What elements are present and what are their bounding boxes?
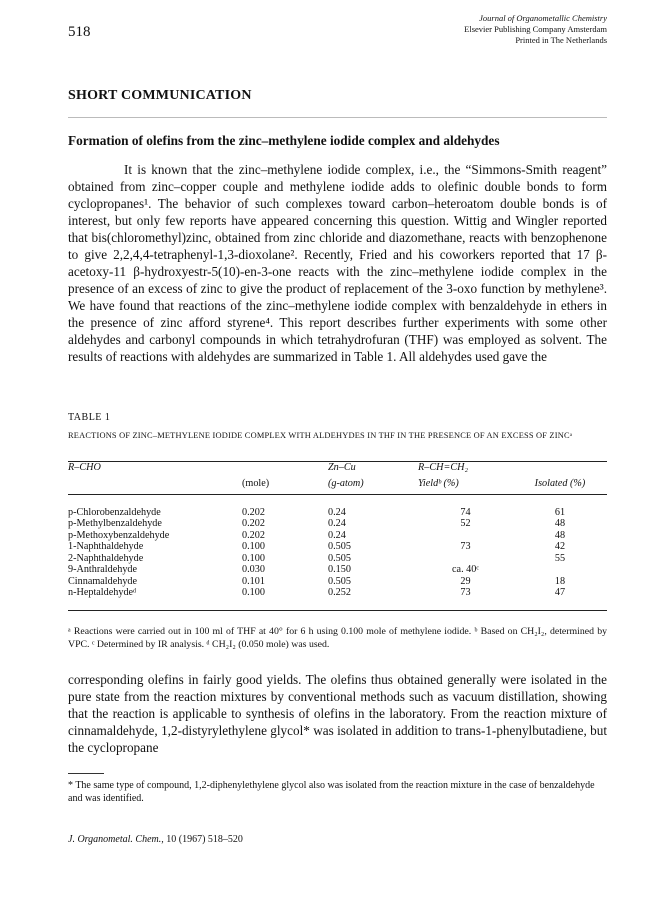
table-row (68, 587, 607, 599)
table-cell: Cinnamaldehyde (68, 575, 138, 587)
table-header-cell (513, 462, 607, 479)
table-cell: 0.505 (328, 575, 351, 587)
table-cell: 42 (554, 541, 566, 552)
table-cell: 48 (554, 518, 566, 529)
citation-journal: J. Organometal. Chem., (68, 834, 164, 845)
table-cell: n-Heptaldehydeᵈ (68, 587, 137, 598)
header-divider (68, 117, 607, 118)
table-cell: 0.030 (242, 564, 265, 575)
table-header-row-1 (68, 462, 607, 479)
table-cell: 0.202 (242, 518, 265, 529)
table-header-cell: Zn–Cu (328, 462, 418, 479)
results-table (68, 461, 607, 611)
table-cell: 1-Naphthaldehyde (68, 541, 144, 552)
table-label: TABLE 1 (68, 412, 111, 423)
journal-name: Journal of Organometallic Chemistry (479, 13, 607, 23)
table-row (68, 530, 607, 542)
table-header-cell: R–CH=CH₂ (418, 462, 513, 479)
table-cell: 2-Naphthaldehyde (68, 552, 144, 564)
table-cell: 0.101 (242, 575, 265, 587)
table-header-cell: (mole) (242, 478, 270, 489)
table-header-cell (68, 478, 242, 495)
table-cell: 29 (460, 575, 471, 587)
table-bottom-rule (68, 599, 607, 611)
table-cell (418, 530, 513, 542)
table-cell: ca. 40ᶜ (452, 564, 479, 575)
table-cell: 73 (460, 541, 471, 552)
table-cell: 61 (554, 506, 566, 518)
page-number: 518 (68, 24, 91, 40)
table-cell: 0.252 (328, 587, 351, 598)
body-paragraph-2: corresponding olefins in fairly good yields. The olefins thus obtained generally were isolated in the pure state from the reaction mixtures by conventional methods such as vacuum distillation, showing that the reaction is applicable to synthesis of olefins in the laboratory. From the reaction mixture of cinnamaldehyde, 1,2-distyrylethylene glycol* was isolated in addition to trans-1-phenylbutadiene, but the cyclopropane (68, 672, 607, 755)
article-title: Formation of olefins from the zinc–methylene iodide complex and aldehydes (68, 133, 500, 148)
table-cell (513, 564, 607, 576)
table-cell: 0.100 (242, 541, 265, 552)
publisher-block (464, 13, 607, 46)
table-cell: 47 (554, 587, 566, 598)
footnote-divider (68, 773, 104, 774)
table-cell: 0.150 (328, 564, 351, 575)
printed-location: Printed in The Netherlands (515, 35, 607, 45)
table-row (68, 541, 607, 553)
citation-volume-pages: 10 (1967) 518–520 (166, 834, 243, 845)
table-header-cell (242, 462, 328, 479)
table-cell: 73 (460, 587, 471, 598)
table-footnotes: ᵃ Reactions were carried out in 100 ml of THF at 40° for 6 h using 0.100 mole of methylene iodide. ᵇ Based on CH₂I₂, determined by VPC. ᶜ Determined by IR analysis. ᵈ CH₂I₂ (0.050 mole) was used. (68, 626, 607, 650)
publisher-name: Elsevier Publishing Company Amsterdam (464, 24, 607, 34)
table-cell: 48 (554, 529, 566, 541)
table-row (68, 507, 607, 519)
section-heading: SHORT COMMUNICATION (68, 88, 252, 103)
table-cell: 0.24 (328, 506, 346, 518)
table-row (68, 518, 607, 530)
journal-citation (68, 834, 243, 845)
table-cell: 0.100 (242, 552, 265, 564)
table-caption: REACTIONS OF ZINC–METHYLENE IODIDE COMPLEX WITH ALDEHYDES IN THF IN THE PRESENCE OF AN EXCESS OF ZINCᵃ (68, 431, 573, 440)
table-cell (418, 553, 513, 565)
table-cell: 0.202 (242, 529, 265, 541)
body-paragraph-1: It is known that the zinc–methylene iodide complex, i.e., the “Simmons-Smith reagent” obtained from zinc–copper couple and methylene iodide adds to olefinic double bonds to form cyclopropanes¹. The behavior of such complexes toward carbon–heteroatom double bonds is of interest, but only few reports have appeared concerning this question. Wittig and Wingler reported that bis(chloromethyl)zinc, obtained from zinc chloride and diazomethane, reacts with benzophenone to give 2,2,4,4-tetraphenyl-1,3-dioxolane². Recently, Fried and his coworkers reported that 17 β-acetoxy-11 β-hydroxyestr-5(10)-en-3-one reacts with the zinc–methylene iodide complex in the presence of an excess of zinc to give the product of replacement of the 3-oxo function by methylene³. We have found that reactions of the zinc–methylene iodide complex with benzaldehyde in ethers in the presence of zinc afford styrene⁴. This report describes further experiments with some other aldehydes and carbonyl compounds in which tetrahydrofuran (THF) was employed as solvent. The results of reactions with aldehydes are summarized in Table 1. All aldehydes used gave the (68, 162, 607, 364)
table-cell: p-Methylbenzaldehyde (68, 518, 162, 529)
table-cell: 0.202 (242, 506, 265, 518)
table-cell: 52 (460, 518, 471, 529)
page-footnote: * The same type of compound, 1,2-diphenylethylene glycol also was isolated from the reaction mixture in the case of benzaldehyde and was identified. (68, 780, 595, 804)
table-cell: 0.24 (328, 518, 346, 529)
table-cell: 0.505 (328, 552, 351, 564)
table-cell: 0.505 (328, 541, 351, 552)
table-header-cell: Isolated (%) (534, 478, 586, 489)
table-header-cell: (g-atom) (328, 478, 364, 489)
table-cell: 0.24 (328, 529, 346, 541)
table-row (68, 553, 607, 565)
table-header-row-2 (68, 478, 607, 495)
table-cell: p-Chlorobenzaldehyde (68, 506, 161, 518)
table-header-cell: Yieldᵇ (%) (418, 478, 459, 489)
table-cell: 18 (554, 575, 566, 587)
table-cell: p-Methoxybenzaldehyde (68, 529, 170, 541)
table-row (68, 576, 607, 588)
table-cell: 74 (460, 506, 471, 518)
table-cell: 55 (554, 552, 566, 564)
table-row (68, 564, 607, 576)
table-cell: 9-Anthraldehyde (68, 564, 138, 575)
table-header-cell: R–CHO (68, 462, 242, 479)
table-cell: 0.100 (242, 587, 265, 598)
